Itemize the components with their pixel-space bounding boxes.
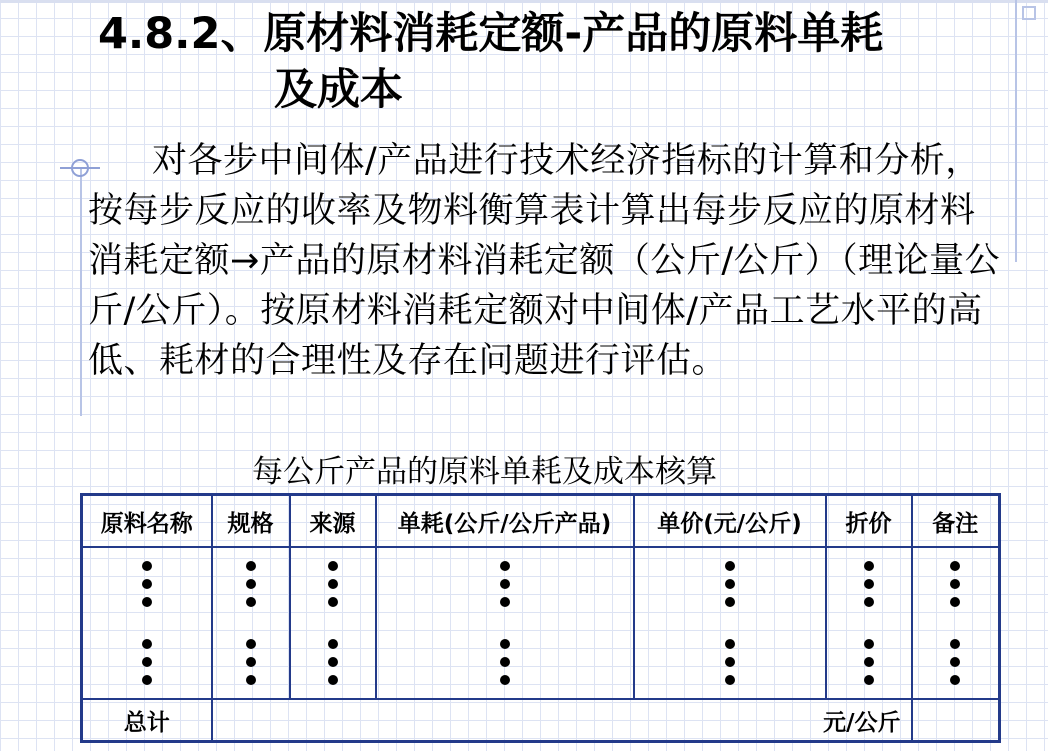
header-unit-price: 单价(元/公斤) (634, 495, 826, 548)
slide-title (98, 6, 998, 118)
header-consumption: 单耗(公斤/公斤产品) (376, 495, 634, 548)
total-label: 总计 (82, 699, 212, 742)
total-unit: 元/公斤 (212, 699, 912, 742)
body-paragraph (88, 136, 1008, 386)
total-row (82, 699, 1000, 742)
header-discount-price: 折价 (826, 495, 912, 548)
corner-square-icon (1022, 6, 1036, 20)
table-header-row (82, 495, 1000, 548)
header-remarks: 备注 (912, 495, 1000, 548)
ellipsis-cell (212, 547, 290, 699)
cost-table (80, 493, 1001, 743)
header-source: 来源 (290, 495, 376, 548)
table-row (82, 547, 1000, 699)
ellipsis-cell (376, 547, 634, 699)
top-decorative-line (0, 0, 1048, 3)
ellipsis-cell (634, 547, 826, 699)
left-decorative-line (80, 168, 82, 416)
title-line1: 、原材料消耗定额-产品的原料单耗 (220, 9, 884, 59)
header-material-name: 原料名称 (82, 495, 212, 548)
total-remarks-cell (912, 699, 1000, 742)
ellipsis-cell (290, 547, 376, 699)
ellipsis-cell (826, 547, 912, 699)
table-caption: 每公斤产品的原料单耗及成本核算 (252, 454, 717, 490)
title-line2: 及成本 (274, 65, 403, 115)
ellipsis-cell (82, 547, 212, 699)
right-decorative-line (1015, 0, 1017, 262)
ellipsis-cell (912, 547, 1000, 699)
body-text: 对各步中间体/产品进行技术经济指标的计算和分析，按每步反应的收率及物料衡算表计算出每步反应的原材料消耗定额→产品的原材料消耗定额（公斤/公斤）（理论量公斤/公斤）。按原材料消耗定额对中间体/产品工艺水平的高低、耗材的合理性及存在问题进行评估。 (88, 141, 1001, 381)
title-number: 4.8.2 (98, 9, 221, 59)
header-spec: 规格 (212, 495, 290, 548)
